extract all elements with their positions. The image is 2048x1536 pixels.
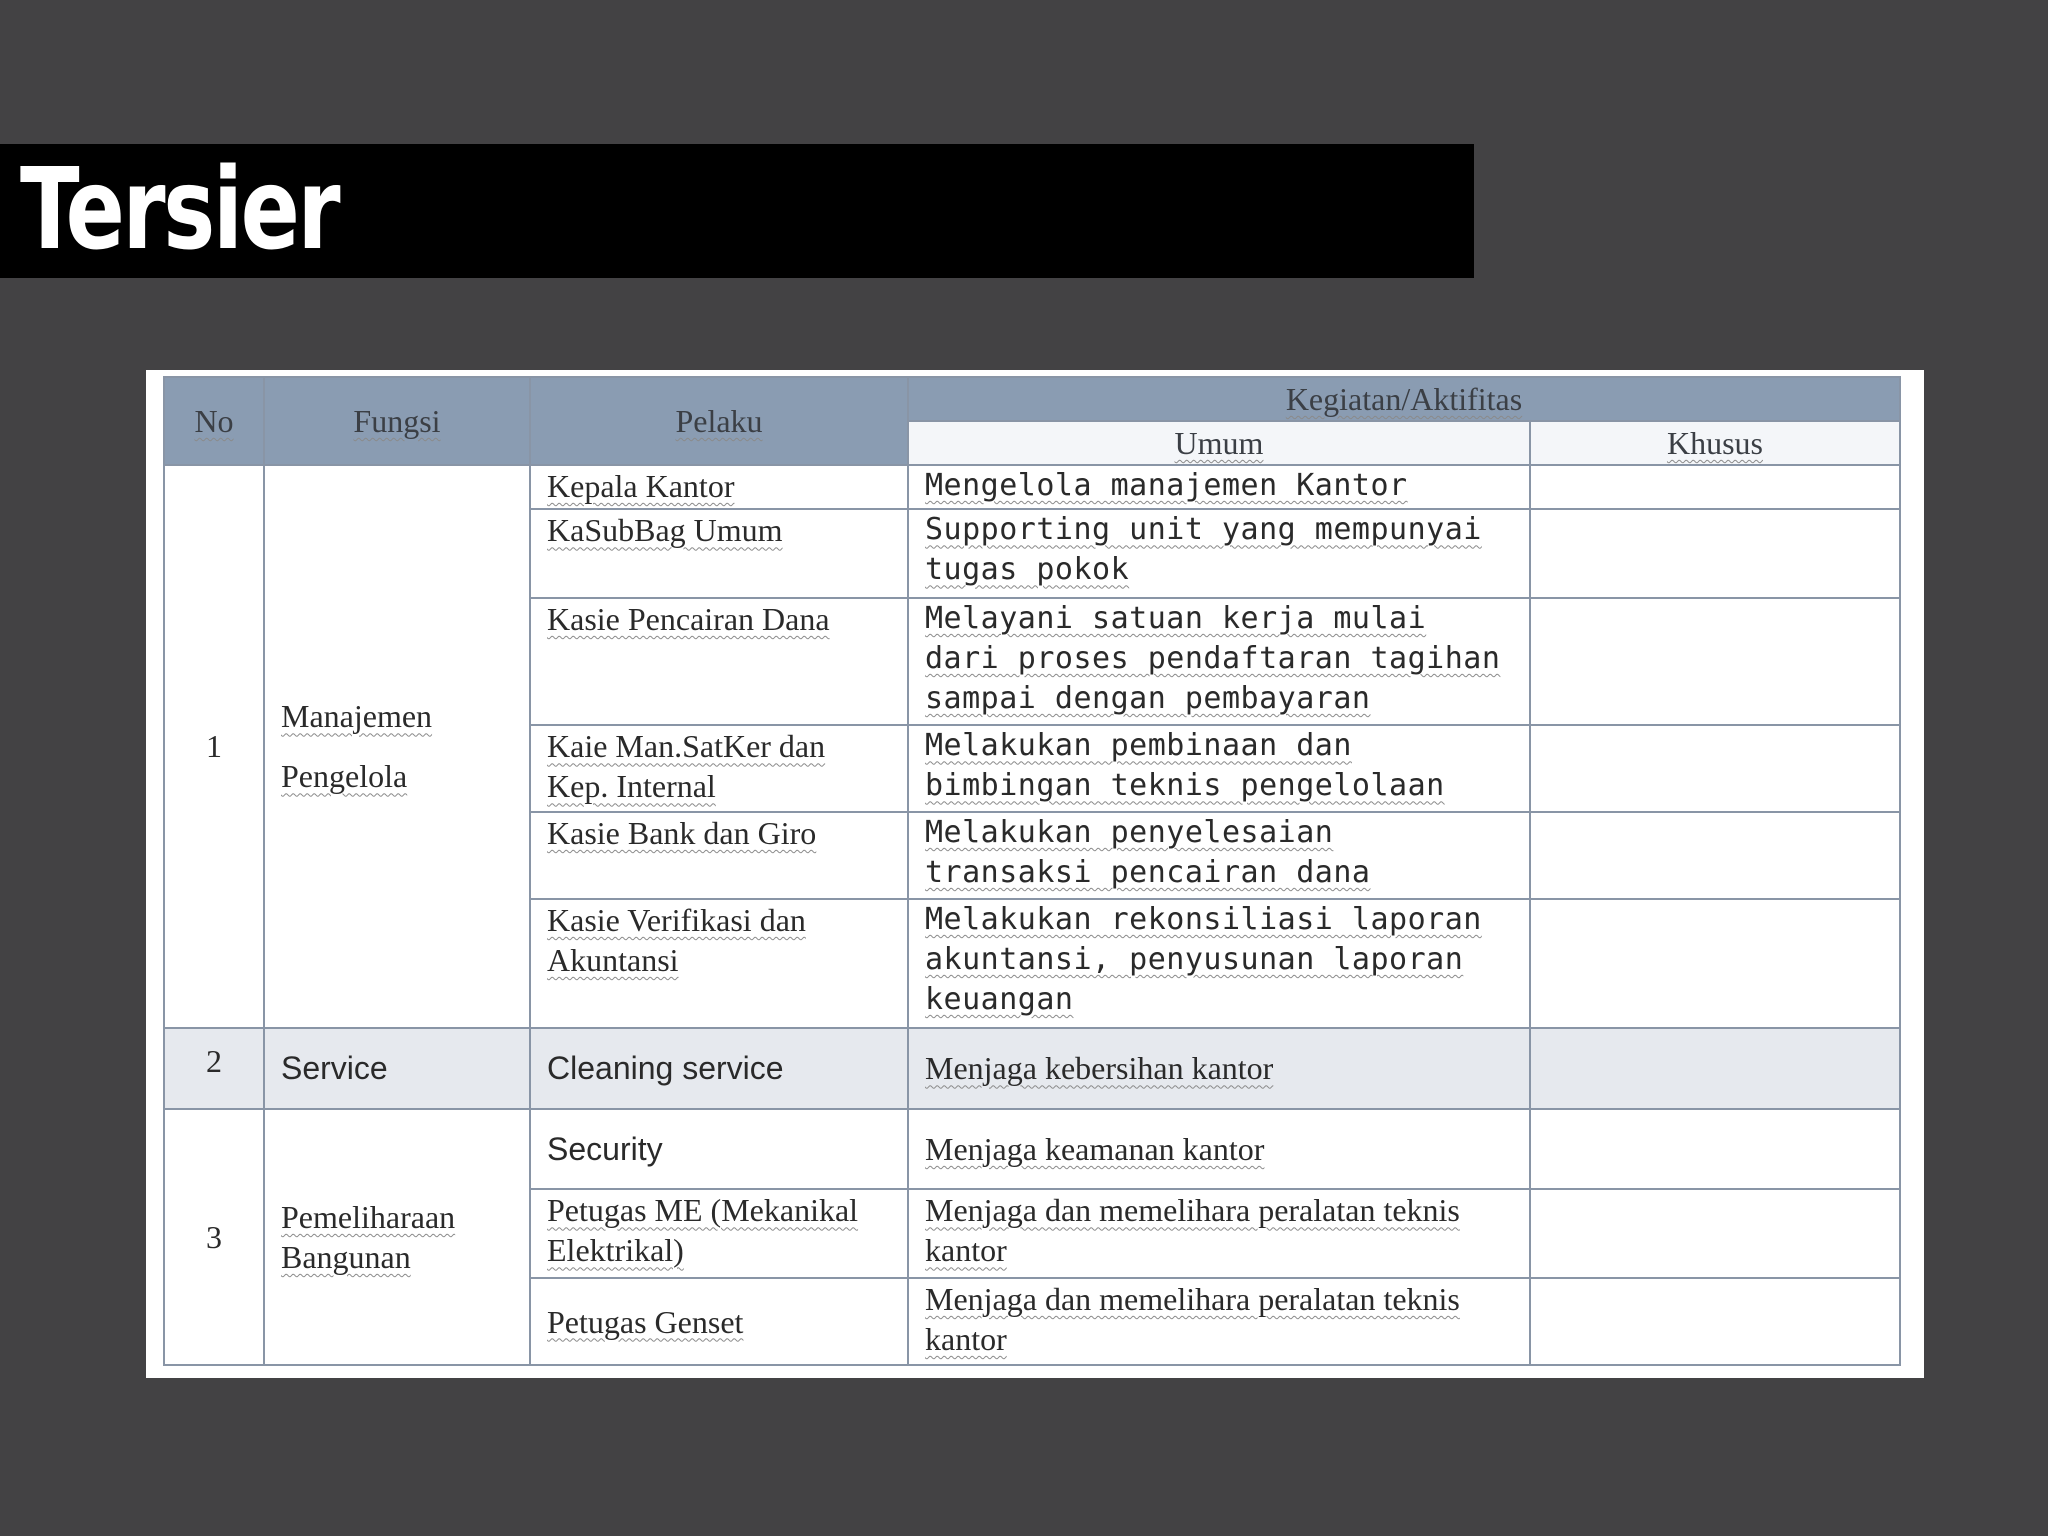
cell-fungsi: Manajemen Pengelola <box>264 465 530 1028</box>
cell-fungsi: Service <box>264 1028 530 1109</box>
cell-pelaku: Petugas ME (Mekanikal Elektrikal) <box>530 1189 908 1278</box>
cell-pelaku: Kasie Pencairan Dana <box>530 598 908 725</box>
cell-umum: Menjaga kebersihan kantor <box>908 1028 1530 1109</box>
cell-no: 1 <box>164 465 264 1028</box>
cell-khusus <box>1530 812 1900 899</box>
header-kegiatan: Kegiatan/Aktifitas <box>908 377 1900 421</box>
cell-umum: Melakukan penyelesaian transaksi pencairan dana <box>908 812 1530 899</box>
header-umum: Umum <box>908 421 1530 465</box>
cell-pelaku: KaSubBag Umum <box>530 509 908 598</box>
cell-pelaku: Kepala Kantor <box>530 465 908 509</box>
cell-fungsi: Pemeliharaan Bangunan <box>264 1109 530 1365</box>
header-no: No <box>164 377 264 465</box>
cell-pelaku: Kasie Bank dan Giro <box>530 812 908 899</box>
cell-khusus <box>1530 1278 1900 1365</box>
cell-khusus <box>1530 1189 1900 1278</box>
header-khusus: Khusus <box>1530 421 1900 465</box>
cell-no: 3 <box>164 1109 264 1365</box>
slide-title: Tersier <box>20 145 339 275</box>
table-image <box>146 370 1924 1378</box>
cell-umum: Supporting unit yang mempunyai tugas pokok <box>908 509 1530 598</box>
cell-pelaku: Kaie Man.SatKer dan Kep. Internal <box>530 725 908 812</box>
title-bar <box>0 144 1474 278</box>
cell-umum: Menjaga keamanan kantor <box>908 1109 1530 1190</box>
cell-khusus <box>1530 509 1900 598</box>
cell-umum: Melakukan pembinaan dan bimbingan teknis pengelolaan <box>908 725 1530 812</box>
table-row <box>164 465 1900 509</box>
cell-no: 2 <box>164 1028 264 1109</box>
cell-umum: Menjaga dan memelihara peralatan teknis kantor <box>908 1278 1530 1365</box>
cell-khusus <box>1530 598 1900 725</box>
cell-khusus <box>1530 465 1900 509</box>
header-fungsi: Fungsi <box>264 377 530 465</box>
table-row <box>164 1028 1900 1109</box>
cell-khusus <box>1530 1109 1900 1190</box>
cell-umum: Melakukan rekonsiliasi laporan akuntansi, penyusunan laporan keuangan <box>908 899 1530 1028</box>
cell-pelaku: Security <box>530 1109 908 1190</box>
cell-khusus <box>1530 899 1900 1028</box>
cell-khusus <box>1530 725 1900 812</box>
cell-umum: Melayani satuan kerja mulai dari proses pendaftaran tagihan sampai dengan pembayaran <box>908 598 1530 725</box>
cell-pelaku: Petugas Genset <box>530 1278 908 1365</box>
cell-umum: Menjaga dan memelihara peralatan teknis kantor <box>908 1189 1530 1278</box>
tersier-table <box>163 376 1901 1366</box>
cell-umum: Mengelola manajemen Kantor <box>908 465 1530 509</box>
cell-pelaku: Kasie Verifikasi dan Akuntansi <box>530 899 908 1028</box>
table-row <box>164 1109 1900 1190</box>
header-pelaku: Pelaku <box>530 377 908 465</box>
cell-khusus <box>1530 1028 1900 1109</box>
cell-pelaku: Cleaning service <box>530 1028 908 1109</box>
